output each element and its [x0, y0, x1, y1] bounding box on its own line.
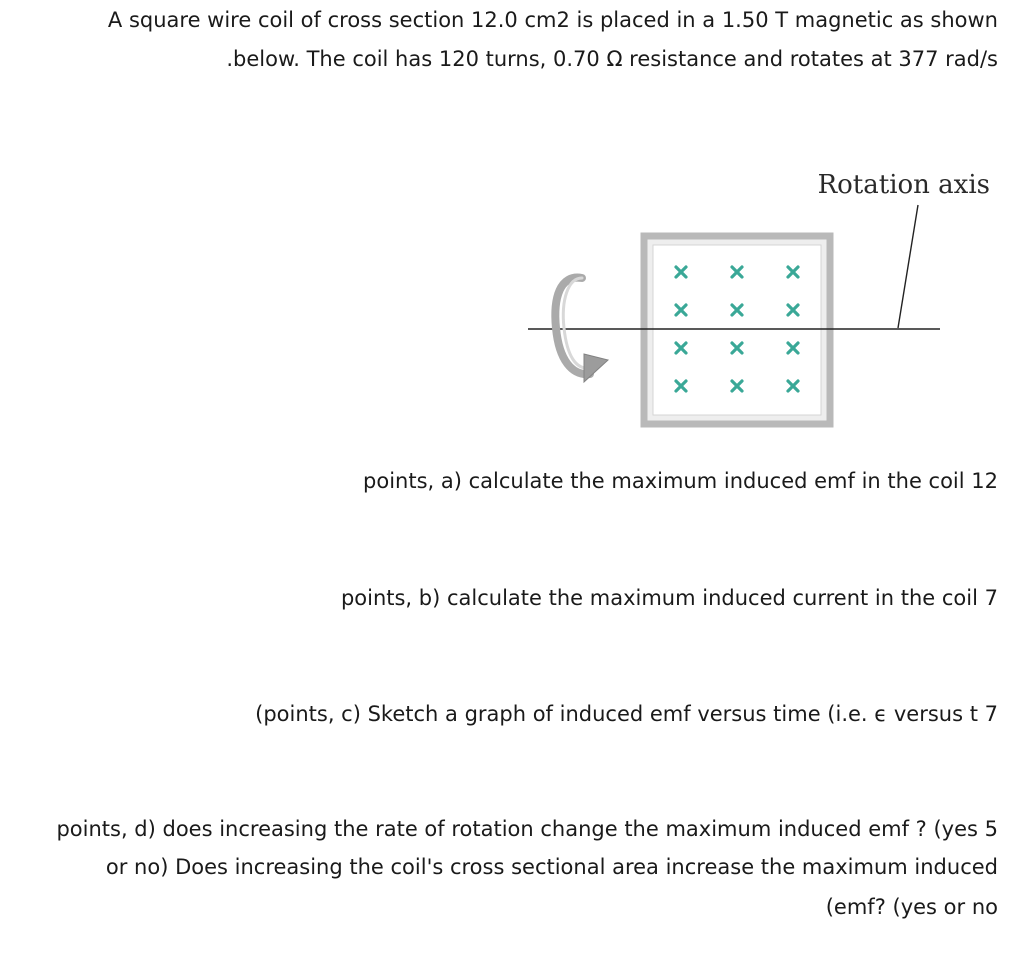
question-b: points, b) calculate the maximum induced current in the coil 7 [340, 586, 998, 610]
question-c: (points, c) Sketch a graph of induced emf versus time (i.e. ϵ versus t 7 [255, 702, 998, 726]
rotation-axis-label: Rotation axis [817, 170, 990, 200]
question-d-line-1: points, d) does increasing the rate of rotation change the maximum induced emf ? (yes 5 [56, 817, 998, 841]
question-d-line-3: (emf? (yes or no [825, 895, 998, 919]
coil-diagram [520, 160, 1000, 440]
intro-line-1: A square wire coil of cross section 12.0 cm2 is placed in a 1.50 T magnetic as shown [107, 8, 998, 32]
rotation-axis-pointer [898, 205, 918, 328]
question-d-line-2: or no) Does increasing the coil's cross sectional area increase the maximum induced [105, 855, 998, 879]
intro-line-2: .below. The coil has 120 turns, 0.70 Ω resistance and rotates at 377 rad/s [226, 47, 998, 71]
question-a: points, a) calculate the maximum induced emf in the coil 12 [363, 469, 998, 493]
